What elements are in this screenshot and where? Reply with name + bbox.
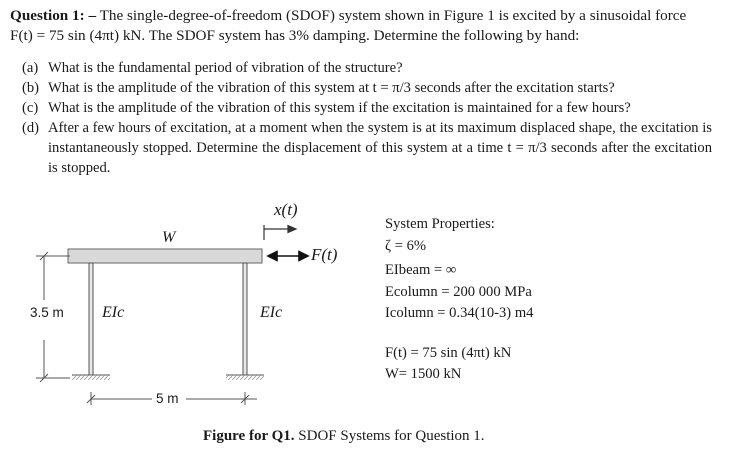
right-column (243, 263, 247, 375)
rigid-beam (68, 249, 262, 263)
part-text: After a few hours of excitation, at a moment when the system is at its maximum displaced shape, the excitation is instantaneously stopped. Determine the displacement of this system at a time t = π/3 seconds after the excitation is stopped. (48, 120, 712, 176)
part-text: What is the amplitude of the vibration of this system if the excitation is maintained for a few hours? (48, 100, 631, 116)
part-label: (a) (22, 60, 39, 76)
right-column-label-text: EIc (260, 304, 283, 321)
force-arrow-icon (268, 252, 308, 261)
force-label: F(t) (311, 245, 338, 264)
question-dash: – (88, 7, 97, 24)
force-property: F(t) = 75 sin (4πt) kN (385, 345, 512, 361)
question-intro-line-1: The single-degree-of-freedom (SDOF) system shown in Figure 1 is excited by a sinusoidal force (99, 7, 687, 24)
displacement-arrow-icon (264, 225, 296, 240)
right-column-label (260, 304, 282, 322)
left-column-label-text: EIc (102, 304, 125, 321)
left-fixed-support (72, 375, 110, 380)
i-column-property: Icolumn = 0.34(10-3) m4 (385, 305, 534, 321)
height-label: 3.5 m (30, 305, 64, 320)
damping-property: ζ = 6% (385, 238, 427, 254)
caption-bold: Figure for Q1. (203, 428, 295, 444)
figure-caption (203, 428, 485, 445)
part-label: (c) (22, 100, 39, 116)
question-number: Question 1: (10, 7, 85, 24)
part-label: (d) (22, 120, 40, 136)
part-label: (b) (22, 80, 40, 96)
part-text: What is the amplitude of the vibration of this system at t = π/3 seconds after the excitation starts? (48, 80, 615, 96)
e-column-property: Ecolumn = 200 000 MPa (385, 284, 532, 300)
displacement-label: x(t) (274, 200, 298, 219)
caption-text: SDOF Systems for Question 1. (298, 428, 485, 444)
ei-beam-property: EIbeam = ∞ (385, 262, 457, 278)
left-column (89, 263, 93, 375)
width-label: 5 m (156, 391, 179, 406)
left-column-label (102, 304, 124, 322)
properties-title: System Properties: (385, 216, 495, 232)
question-intro-line-2: F(t) = 75 sin (4πt) kN. The SDOF system has 3% damping. Determine the following by hand: (10, 27, 580, 44)
weight-property: W= 1500 kN (385, 366, 462, 382)
right-fixed-support (226, 375, 264, 380)
weight-label: W (162, 229, 176, 246)
part-text: What is the fundamental period of vibration of the structure? (48, 60, 403, 76)
